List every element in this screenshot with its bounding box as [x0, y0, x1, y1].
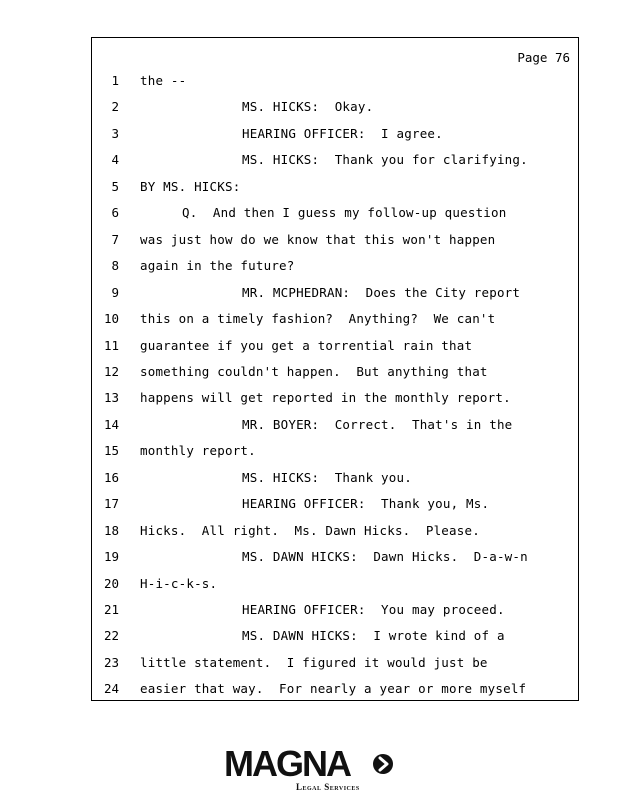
- transcript-line: [92, 152, 578, 172]
- line-text: the --: [140, 73, 187, 88]
- transcript-line: [92, 628, 578, 648]
- line-text: MR. BOYER: Correct. That's in the: [242, 416, 513, 432]
- line-number: 9: [111, 284, 119, 300]
- transcript-line: [92, 179, 578, 199]
- line-number: 24: [103, 681, 119, 697]
- line-number: 8: [111, 258, 119, 274]
- transcript-line: [92, 364, 578, 384]
- transcript-line: [92, 681, 578, 701]
- transcript-line: [92, 655, 578, 675]
- line-text: again in the future?: [140, 258, 295, 274]
- line-number: 18: [103, 522, 119, 538]
- line-number: 21: [103, 602, 119, 617]
- transcript-line: [92, 338, 578, 358]
- transcript-line: [92, 99, 578, 119]
- line-text: MR. MCPHEDRAN: Does the City report: [242, 284, 521, 300]
- logo-arrow-icon: [372, 753, 394, 775]
- transcript-line: [92, 205, 578, 225]
- transcript-line: [92, 232, 578, 252]
- line-number: 1: [111, 73, 119, 88]
- line-text: something couldn't happen. But anything that: [140, 363, 488, 379]
- logo-subtitle: Legal Services: [296, 782, 360, 792]
- magna-logo: [224, 744, 404, 794]
- line-text: HEARING OFFICER: You may proceed.: [242, 602, 505, 617]
- transcript-line: [92, 496, 578, 516]
- line-text: happens will get reported in the monthly report.: [140, 390, 511, 406]
- transcript-line: [92, 602, 578, 622]
- line-text: H-i-c-k-s.: [140, 575, 218, 591]
- logo-wordmark: MAGNA: [224, 743, 350, 784]
- line-number: 6: [111, 205, 119, 221]
- line-text: BY MS. HICKS:: [140, 178, 241, 194]
- line-text: MS. DAWN HICKS: I wrote kind of a: [242, 628, 505, 644]
- line-number: 5: [111, 178, 119, 194]
- transcript-line: [92, 523, 578, 543]
- transcript-line: [92, 470, 578, 490]
- transcript-line: [92, 576, 578, 596]
- transcript-line: [92, 126, 578, 146]
- line-text: MS. HICKS: Thank you for clarifying.: [242, 152, 528, 168]
- line-text: HEARING OFFICER: Thank you, Ms.: [242, 496, 490, 512]
- line-text: was just how do we know that this won't happen: [140, 231, 496, 247]
- line-number: 15: [103, 443, 119, 459]
- line-number: 4: [111, 152, 119, 168]
- line-text: monthly report.: [140, 443, 256, 459]
- line-number: 23: [103, 654, 119, 670]
- transcript-line: [92, 443, 578, 463]
- transcript-line: [92, 390, 578, 410]
- line-text: HEARING OFFICER: I agree.: [242, 125, 443, 141]
- transcript-line: [92, 311, 578, 331]
- line-number: 2: [111, 99, 119, 115]
- line-text: easier that way. For nearly a year or more myself: [140, 681, 527, 697]
- line-text: this on a timely fashion? Anything? We can't: [140, 311, 496, 327]
- line-number: 14: [103, 416, 119, 432]
- transcript-page: [91, 37, 579, 701]
- line-number: 17: [103, 496, 119, 512]
- page-number: Page 76: [517, 50, 570, 65]
- line-number: 10: [103, 311, 119, 327]
- line-text: guarantee if you get a torrential rain that: [140, 337, 473, 353]
- line-text: MS. DAWN HICKS: Dawn Hicks. D-a-w-n: [242, 549, 528, 565]
- transcript-line: [92, 258, 578, 278]
- line-text: Hicks. All right. Ms. Dawn Hicks. Please.: [140, 522, 480, 538]
- transcript-line: [92, 73, 578, 93]
- transcript-line: [92, 417, 578, 437]
- line-number: 3: [111, 125, 119, 141]
- transcript-line: [92, 285, 578, 305]
- line-number: 11: [103, 337, 119, 353]
- line-text: MS. HICKS: Thank you.: [242, 469, 412, 485]
- line-number: 20: [103, 575, 119, 591]
- line-number: 13: [103, 390, 119, 406]
- transcript-line: [92, 549, 578, 569]
- line-text: Q. And then I guess my follow-up question: [182, 205, 507, 221]
- line-number: 19: [103, 549, 119, 565]
- line-text: little statement. I figured it would just be: [140, 654, 488, 670]
- line-number: 12: [103, 363, 119, 379]
- line-number: 7: [111, 231, 119, 247]
- line-text: MS. HICKS: Okay.: [242, 99, 374, 115]
- line-number: 16: [103, 469, 119, 485]
- line-number: 22: [103, 628, 119, 644]
